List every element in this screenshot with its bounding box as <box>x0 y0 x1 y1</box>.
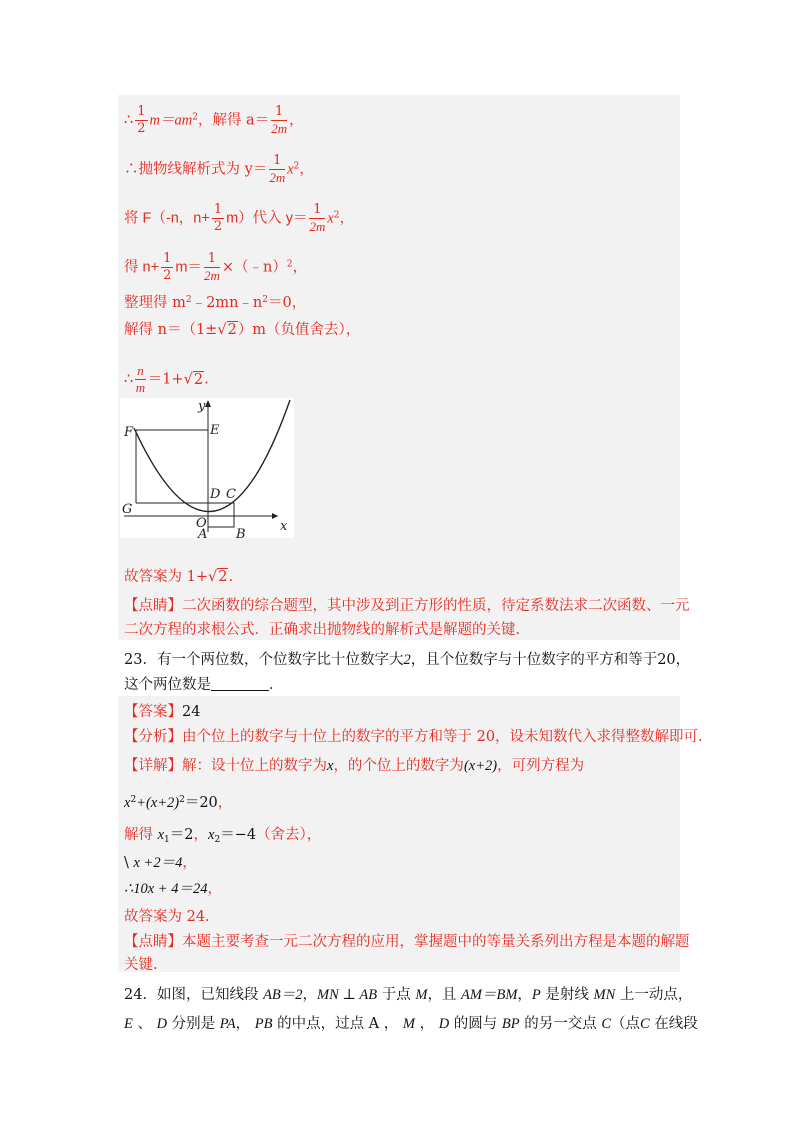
label-y: y <box>198 399 206 414</box>
step-line-4: 得 n+ $\frac{1}{2}$ m＝ $\frac{1}{2m}$ ×（﹣n）$^2$， <box>124 251 308 283</box>
step-line-5: 整理得 $m^2﹣2mn﹣n^2=0$， <box>124 295 307 311</box>
q24-stem-line-2: E 、 D 分别是 PA， PB 的中点，过点 A ， M ， D 的圆与 BP 的另一交点 C（点C 在线段 <box>124 1016 698 1032</box>
fraction: $\frac{1}{2}$ <box>163 251 172 283</box>
fraction: $\frac{1}{2m}$ <box>271 104 288 136</box>
q23-answer-line: 【答案】24 <box>124 704 201 720</box>
q23-equation-line: $x^2+(x+2)^2=20$， <box>124 795 233 811</box>
label-B: B <box>236 527 246 538</box>
step-line-7: ∴ $\frac{n}{m}$ ＝1+√2. <box>124 363 209 395</box>
label-x: x <box>280 519 288 534</box>
fraction: $\frac{1}{2m}$ <box>203 251 220 283</box>
q23-analysis-line: 【分析】由个位上的数字与十位上的数字的平方和等于 20，设未知数代入求得整数解即可. <box>124 729 703 745</box>
fraction: $\frac{1}{2}$ <box>137 104 146 136</box>
step-line-6: 解得 n＝（1±√2）m（负值舍去）， <box>124 322 361 338</box>
final-answer-line: 故答案为 1+√2. <box>124 569 234 585</box>
label-A: A <box>198 527 208 538</box>
answer-blank <box>211 676 269 691</box>
step-line-3: 将 F（-n，n+ $\frac{1}{2}$ m）代入 y＝ $\frac{1}{2m}$ $x^2$， <box>124 202 355 234</box>
q23-detail-line: 【详解】解：设十位上的数字为x，的个位上的数字为(x+2)，可列方程为 <box>124 758 585 774</box>
q23-roots-line: 解得 $x_1=2$，$x_2=-4$（舍去）， <box>124 827 322 845</box>
fraction: $\frac{1}{2m}$ <box>269 153 286 185</box>
fraction: $\frac{1}{2}$ <box>213 202 223 234</box>
q23-final-line: 故答案为 24. <box>124 909 210 925</box>
label-E: E <box>210 423 220 438</box>
q23-therefore-line: ∴10x + 4＝24， <box>124 881 222 897</box>
label-D: D <box>210 487 221 502</box>
fraction: $\frac{1}{2m}$ <box>309 202 326 234</box>
comment-line-2: 二次方程的求根公式．正确求出抛物线的解析式是解题的关键. <box>124 622 521 638</box>
q23-stem-line-2: 这个两位数是 ． <box>124 677 284 693</box>
parabola-diagram <box>120 398 294 538</box>
parabola-figure <box>120 398 294 538</box>
label-F: F <box>124 425 134 440</box>
q23-step-line: \ x +2＝4， <box>124 855 197 871</box>
q23-comment-line-1: 【点睛】本题主要考查一元二次方程的应用，掌握题中的等量关系列出方程是本题的解题 <box>124 934 690 950</box>
q24-stem-line-1: 24．如图，已知线段 AB＝2，MN ⊥ AB 于点 M，且 AM＝BM，P 是射线 MN 上一动点， <box>124 987 693 1003</box>
label-G: G <box>122 502 133 517</box>
label-C: C <box>226 487 236 502</box>
step-line-2: ∴抛物线解析式为 y＝ $\frac{1}{2m}$ $x^2$， <box>124 153 314 185</box>
label-O: O <box>196 516 207 531</box>
step-line-1: ∴ $\frac{1}{2}$ $m=am^2$，解得 a＝ $\frac{1}{2m}$ ， <box>124 104 304 136</box>
q23-stem-line-1: 23．有一个两位数，个位数字比十位数字大2，且个位数字与十位数字的平方和等于20， <box>124 652 691 668</box>
q23-comment-line-2: 关键. <box>124 957 158 973</box>
fraction: $\frac{n}{m}$ <box>135 363 146 395</box>
comment-line-1: 【点睛】二次函数的综合题型，其中涉及到正方形的性质，待定系数法求二次函数、一元 <box>124 598 690 614</box>
